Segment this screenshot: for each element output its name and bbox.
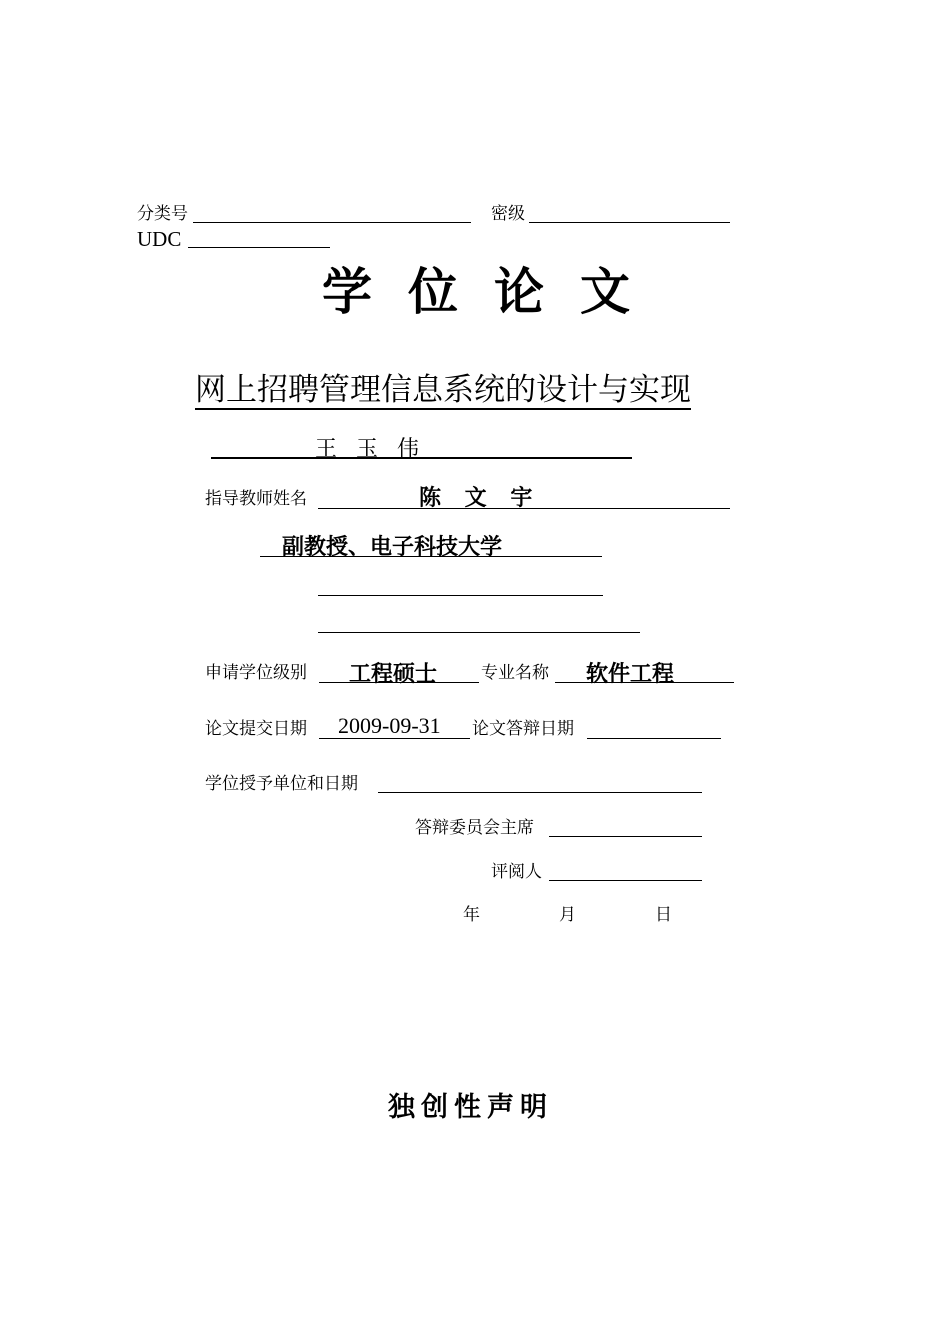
grant-label: 学位授予单位和日期: [205, 774, 358, 794]
secrecy-label: 密级: [491, 204, 525, 224]
advisor-label: 指导教师姓名: [205, 489, 307, 509]
udc-label: UDC: [137, 227, 182, 251]
defense-date-line: [587, 738, 721, 739]
udc-line: [188, 247, 330, 248]
degree-level-label: 申请学位级别: [205, 663, 307, 683]
defense-date-label: 论文答辩日期: [472, 719, 574, 739]
classification-line: [193, 222, 471, 223]
grant-line: [378, 792, 702, 793]
secrecy-line: [529, 222, 730, 223]
major-label: 专业名称: [481, 663, 549, 683]
degree-level-value: 工程硕士: [349, 662, 438, 687]
date-month: 月: [559, 905, 576, 925]
classification-label: 分类号: [137, 204, 188, 224]
submit-date-value: 2009-09-31: [338, 713, 441, 738]
thesis-title: 网上招聘管理信息系统的设计与实现: [195, 372, 691, 408]
reviewer-label: 评阅人: [491, 862, 542, 882]
submit-date-label: 论文提交日期: [205, 719, 307, 739]
reviewer-line: [549, 880, 702, 881]
main-title: 学位论文: [322, 263, 666, 321]
major-value: 软件工程: [586, 662, 675, 687]
blank-line-2: [318, 632, 640, 633]
blank-line-1: [318, 595, 603, 596]
date-year: 年: [463, 905, 480, 925]
date-day: 日: [655, 905, 672, 925]
declaration-title: 独创性声明: [388, 1092, 553, 1123]
committee-chair-label: 答辩委员会主席: [415, 818, 534, 838]
advisor-affiliation: 副教授、电子科技大学: [282, 535, 503, 560]
author-name: 王 玉 伟: [315, 437, 425, 462]
advisor-name: 陈 文 宇: [419, 486, 541, 511]
committee-chair-line: [549, 836, 702, 837]
